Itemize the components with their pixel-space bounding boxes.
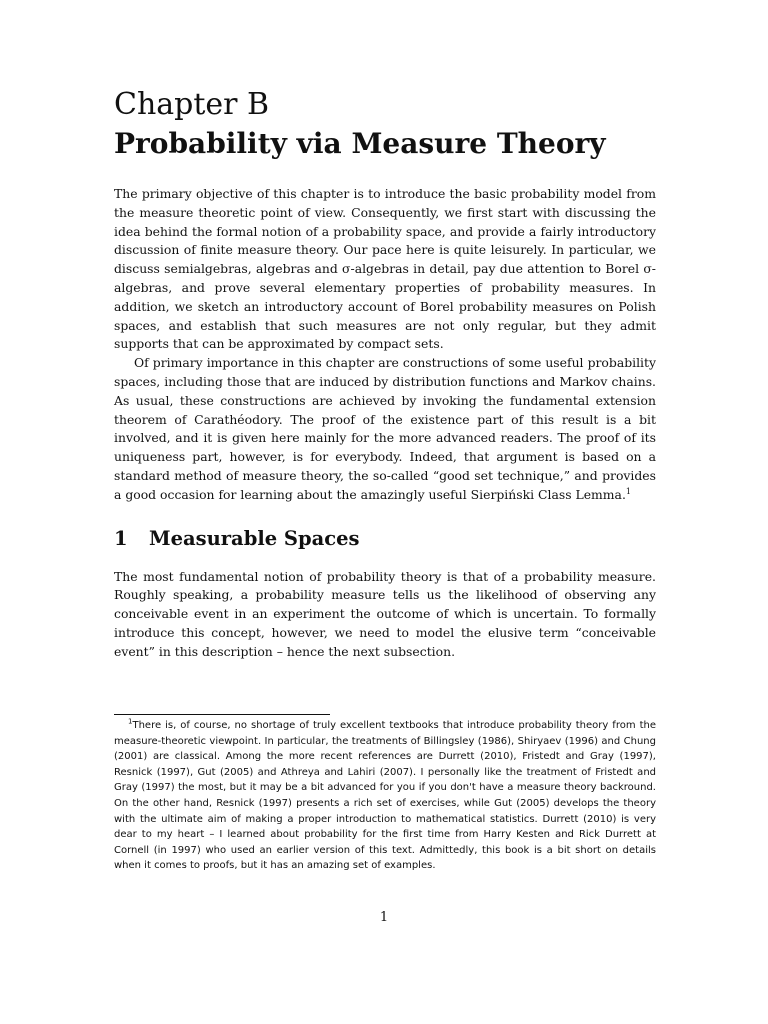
section-heading <box>114 526 656 552</box>
footnote <box>114 718 656 874</box>
page-number: 1 <box>379 910 389 925</box>
footnote-divider <box>114 714 330 715</box>
intro-paragraph-2-text: Of primary importance in this chapter are constructions of some useful probability spaces, including those that are induced by distribution functions and Markov chains. As usual, these constructions are achieved by invoking the fundamental extension theorem of Carathéodory. The proof of the existence part of this result is a bit involved, and it is given here mainly for the more advanced readers. The proof of its uniqueness part, however, is for everybody. Indeed, that argument is based on a standard method of measure theory, the so-called “good set technique,” and provides a good occasion for learning about the amazingly useful Sierpiński Class Lemma. <box>114 355 656 502</box>
section-number: 1 <box>114 526 128 550</box>
chapter-title: Probability via Measure Theory <box>114 127 606 160</box>
footnote-text: There is, of course, no shortage of truly excellent textbooks that introduce probability theory from the measure-theoretic viewpoint. In particular, the treatments of Billingsley (1986), Shiryaev (1996) and Chung (2001) are classical. Among the more recent references are Durrett (2010), Fristedt and Gray (1997), Resnick (1997), Gut (2005) and Athreya and Lahiri (2007). I personally like the treatment of Fristedt and Gray (1997) the most, but it may be a bit advanced for you if you don't have a measure theory backround. On the other hand, Resnick (1997) presents a rich set of exercises, while Gut (2005) develops the theory with the ultimate aim of making a proper introduction to mathematical statistics. Durrett (2010) is very dear to my heart – I learned about probability for the first time from Harry Kesten and Rick Durrett at Cornell (in 1997) who used an earlier version of this text. Admittedly, this book is a bit short on details when it comes to proofs, but it has an amazing set of examples. <box>114 720 656 872</box>
intro-paragraph-1-text: The primary objective of this chapter is to introduce the basic probability model from the measure theoretic point of view. Consequently, we first start with discussing the idea behind the formal notion of a probability space, and provide a fairly introductory discussion of finite measure theory. Our pace here is quite leisurely. In particular, we discuss semialgebras, algebras and σ-algebras in detail, pay due attention to Borel σ-algebras, and prove several elementary properties of probability measures. In addition, we sketch an introductory account of Borel probability measures on Polish spaces, and establish that such measures are not only regular, but they admit supports that can be approximated by compact sets. <box>114 186 656 352</box>
section-title: Measurable Spaces <box>149 526 360 550</box>
section-paragraph <box>114 568 656 662</box>
main-content <box>114 88 656 662</box>
intro-paragraph-2 <box>114 354 656 504</box>
footnote-reference[interactable]: 1 <box>625 486 631 496</box>
footnote-mark: 1 <box>128 717 133 726</box>
intro-paragraph-1 <box>114 185 656 354</box>
section-paragraph-text: The most fundamental notion of probability theory is that of a probability measure. Roughly speaking, a probability measure tells us the likelihood of observing any conceivable event in an experiment the outcome of which is uncertain. To formally introduce this concept, however, we need to model the elusive term “conceivable event” in this description – hence the next subsection. <box>114 568 656 659</box>
chapter-label: Chapter B <box>114 87 270 122</box>
